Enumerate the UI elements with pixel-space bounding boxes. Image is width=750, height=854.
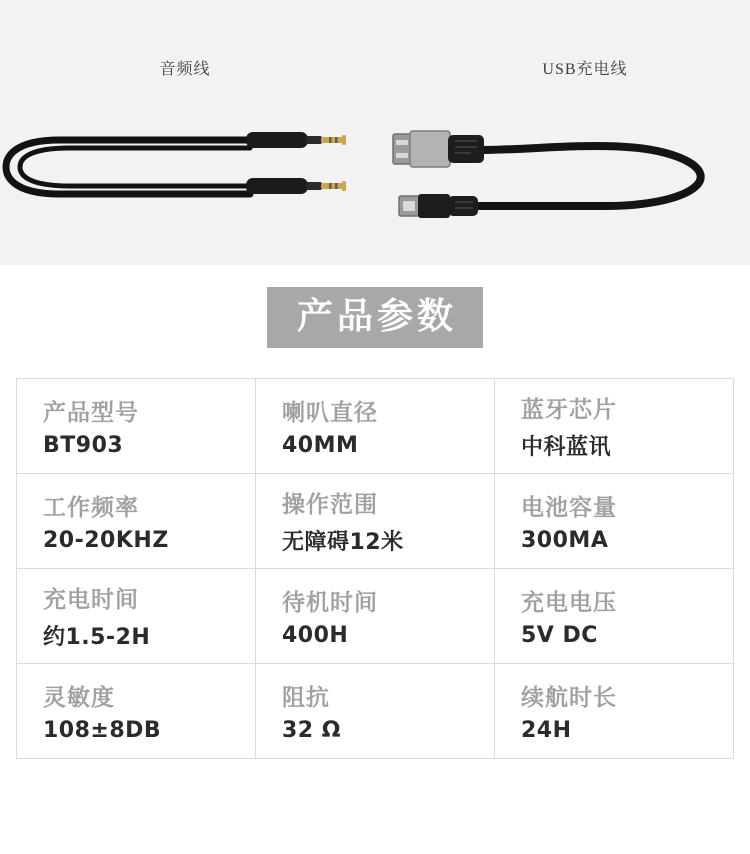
usb-cable-icon: [385, 110, 735, 220]
section-title-wrap: [0, 265, 750, 370]
table-row: [17, 664, 734, 759]
spec-cell: [17, 664, 256, 759]
spec-cell: [256, 569, 495, 664]
spec-value: 中科蓝讯: [521, 435, 612, 460]
spec-label: 喇叭直径: [282, 400, 378, 426]
spec-cell: [256, 379, 495, 474]
table-row: [17, 569, 734, 664]
spec-label: 灵敏度: [43, 685, 115, 711]
table-row: [17, 379, 734, 474]
spec-label: 电池容量: [521, 495, 617, 521]
spec-cell: [495, 379, 734, 474]
spec-label: 工作频率: [43, 495, 139, 521]
spec-label: 待机时间: [282, 590, 378, 616]
spec-value: 5V DC: [521, 623, 598, 648]
spec-value: 40MM: [282, 433, 359, 458]
page-title: 产品参数: [267, 287, 483, 349]
spec-value: BT903: [43, 433, 124, 458]
spec-label: 操作范围: [282, 492, 378, 518]
spec-label: 充电时间: [43, 587, 139, 613]
spec-label: 阻抗: [282, 685, 330, 711]
usb-cable-label: USB充电线: [542, 61, 628, 78]
spec-value: 32 Ω: [282, 718, 341, 743]
accessory-panel: [0, 0, 750, 265]
spec-label: 续航时长: [521, 685, 617, 711]
spec-cell: [17, 474, 256, 569]
spec-label: 产品型号: [43, 400, 139, 426]
spec-label: 蓝牙芯片: [521, 397, 617, 423]
spec-cell: [495, 474, 734, 569]
spec-value: 约1.5-2H: [43, 625, 151, 650]
spec-value: 20-20KHZ: [43, 528, 169, 553]
spec-cell: [495, 664, 734, 759]
spec-cell: [495, 569, 734, 664]
audio-cable-label: 音频线: [159, 61, 211, 78]
spec-label: 充电电压: [521, 590, 617, 616]
spec-cell: [17, 569, 256, 664]
spec-value: 300MA: [521, 528, 609, 553]
spec-cell: [256, 664, 495, 759]
spec-cell: [256, 474, 495, 569]
spec-value: 400H: [282, 623, 349, 648]
spec-cell: [17, 379, 256, 474]
table-row: [17, 474, 734, 569]
audio-cable-icon: [0, 110, 360, 225]
spec-value: 108±8DB: [43, 718, 162, 743]
spec-value: 24H: [521, 718, 572, 743]
spec-table: [16, 378, 734, 759]
spec-value: 无障碍12米: [282, 530, 404, 555]
